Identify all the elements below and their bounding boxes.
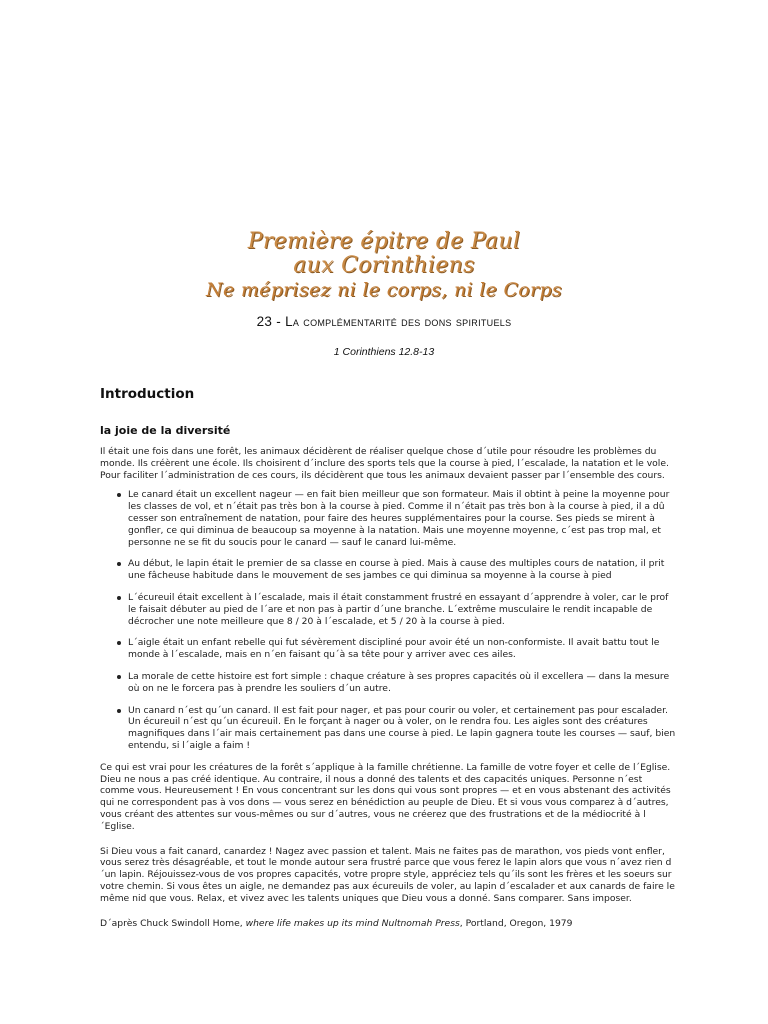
list-item — [128, 705, 676, 752]
bullet-icon — [117, 675, 121, 679]
list-item-text: Au début, le lapin était le premier de sa classe en course à pied. Mais à cause des multiples cours de natation, il prit une fâcheuse habitude dans le mouvement de ses jambes ce qui diminua sa moyenne à la course à pied — [128, 558, 665, 582]
family-paragraph: Ce qui est vrai pour les créatures de la forêt s´applique à la famille chrétienne. La famille de votre foyer et celle de l´Eglise. Dieu ne nous a pas créé identique. Au contraire, il nous a donné des talents et des capacités uniques. Personne n´est comme vous. Heureusement ! En vous concentrant sur les dons qui vous sont propres — et en vous abstenant des activités qui ne correspondent pas à vos dons — vous serez en bénédiction au peuple de Dieu. Et si vous vous comparez à d´autres, vous créant des attentes sur vous-mêmes ou sur d´autres, vous ne créerez que des frustrations et de la médiocrité à l´Eglise. — [100, 761, 671, 832]
bullet-icon — [117, 596, 121, 600]
list-item-text: Un canard n´est qu´un canard. Il est fait pour nager, et pas pour courir ou voler, et certainement pas pour escalader. Un écureuil n´est qu´un écureuil. En le forçant à nager ou à voler, on le rendra fou. Les aigles sont des créatures magnifiques dans l´air mais certainement pas dans une course à pied. Le lapin gagnera toute les courses — sauf, bien entendu, si l´aigle a faim ! — [128, 704, 676, 751]
list-item-text: L´écureuil était excellent à l´escalade, mais il était constamment frustré en essayant d´apprendre à voler, car le prof le faisait débuter au pied de l´are et non pas à partir d´une branche. L´extrême musculaire le rendit incapable de décrocher une note meilleure que 8 / 20 à l´escalade, et 5 / 20 à la course à pied. — [128, 591, 669, 627]
bullet-icon — [117, 641, 121, 645]
list-item-text: L´aigle était un enfant rebelle qui fut sévèrement discipliné pour avoir été un non-conformiste. Il avait battu tout le monde à l´escalade, mais en n´en faisant qu´à sa tête pour y arriver avec ces ailes. — [128, 637, 660, 661]
intro-paragraph: Il était une fois dans une forêt, les animaux décidèrent de réaliser quelque chose d´utile pour résoudre les problèmes du monde. Ils créèrent une école. Ils choisirent d´inclure des sports tels que la course à pied, l´escalade, la natation et le vole. Pour faciliter l´administration de ces cours, ils décidèrent que tous les animaux devaient passer par l´ensemble des cours. — [100, 446, 669, 481]
list-item — [128, 558, 676, 582]
section-heading: Introduction — [100, 386, 195, 402]
scripture-reference: 1 Corinthiens 12.8-13 — [333, 346, 435, 358]
document-header — [0, 226, 768, 300]
credit-prefix: D´après Chuck Swindoll Home, — [100, 917, 246, 929]
list-item — [128, 489, 676, 548]
bullet-icon — [117, 709, 121, 713]
bullet-icon — [117, 493, 121, 497]
canard-paragraph: Si Dieu vous a fait canard, canardez ! Nagez avec passion et talent. Mais ne faites pas de marathon, vos pieds vont enfler, vous serez très désagréable, et tout le monde autour sera frustré parce que vous ferez le lapin alors que vous n´avez rien d´un lapin. Réjouissez-vous de vos propres capacités, votre propre style, appréciez tels qu´ils sont les frères et les soeurs sur votre chemin. Si vous êtes un aigle, ne demandez pas aux écureuils de voler, au lapin d´escalader et aux canards de faire le même nid que vous. Relax, et vivez avec les talents uniques que Dieu vous a donné. Sans comparer. Sans imposer. — [100, 845, 675, 904]
list-item-text: La morale de cette histoire est fort simple : chaque créature à ses propres capacités où il excellera — dans la mesure où on ne le forcera pas à prendre les souliers d´un autre. — [128, 670, 670, 694]
title-line-2: aux Corinthiens — [293, 253, 475, 278]
list-item — [128, 671, 676, 695]
credit-suffix: , Portland, Oregon, 1979 — [459, 917, 573, 929]
main-content — [100, 386, 676, 929]
title-line-1: Première épitre de Paul — [247, 229, 521, 254]
list-item-text: Le canard était un excellent nageur — en fait bien meilleur que son formateur. Mais il obtint à peine la moyenne pour les classes de vol, et n´était pas très bon à la course à pied. Comme il n´était pas très bon à la course à pied, il a dû cesser son entraînement de natation, pour faire des heures supplémentaires pour la course. Ses pieds se mirent à gonfler, ce qui diminua de beaucoup sa moyenne à la natation. Mais une moyenne moyenne, c´est pas trop mal, et personne ne se fit du soucis pour le canard — sauf le canard lui-même. — [128, 489, 670, 548]
title-subtitle: Ne méprisez ni le corps, ni le Corps — [206, 279, 562, 301]
subsection-heading: la joie de la diversité — [100, 424, 231, 437]
credit-publisher: where life makes up its mind Nultnomah Press — [245, 917, 460, 929]
credit-line — [100, 918, 676, 930]
list-item — [128, 592, 676, 627]
fable-list — [100, 489, 676, 751]
list-item — [128, 637, 676, 661]
bullet-icon — [117, 562, 121, 566]
chapter-title: 23 - La complémentarité des dons spirituels — [256, 314, 512, 329]
